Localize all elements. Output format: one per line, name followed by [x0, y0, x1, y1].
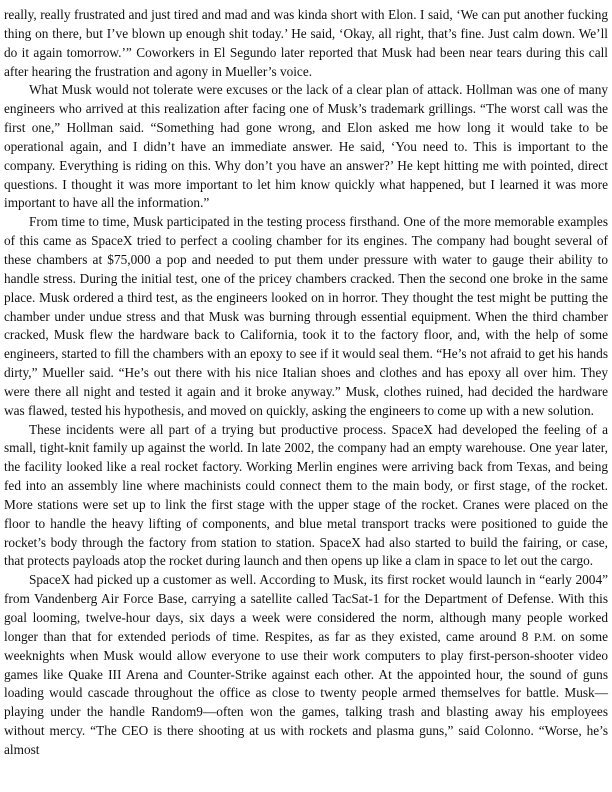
paragraph-3: [4, 213, 608, 420]
paragraph-text: What Musk would not tolerate were excuses or the lack of a clear plan of attack. Hollman was one of many engineers who arrived at this realization after facing one of Musk’s trademark grillings. “The worst call was the first one,” Hollman said. “Something had gone wrong, and Elon asked me how long it would take to be operational again, and I didn’t have an immediate answer. He said, ‘You need to. This is important to the company. Everything is riding on this. Why don’t you have an answer?’ He kept hitting me with pointed, direct questions. I thought it was more important to let him know quickly what happened, but I learned it was more important to have all the information.”: [4, 82, 608, 211]
paragraph-5: [4, 571, 608, 759]
paragraph-2: [4, 81, 608, 213]
time-abbreviation: P.M.: [533, 629, 556, 644]
paragraph-text: really, really frustrated and just tired and mad and was kinda short with Elon. I said, ‘We can put another fucking thing on there, but I’ve blown up enough shit today.’ He said, ‘Okay, all right, that’s fine. Just calm down. We’ll do it again tomorrow.’” Coworkers in El Segundo later reported that Musk had been near tears during this call after hearing the frustration and agony in Mueller’s voice.: [4, 7, 608, 79]
paragraph-4: [4, 421, 608, 572]
paragraph-text: From time to time, Musk participated in the testing process firsthand. One of the more memorable examples of this came as SpaceX tried to perfect a cooling chamber for its engines. The company had bought several of these chambers at $75,000 a pop and needed to put them under pressure with water to gauge their ability to handle stress. During the initial test, one of the pricey chambers cracked. Then the second one broke in the same place. Musk ordered a third test, as the engineers looked on in horror. They thought the test might be putting the chamber under undue stress and that Musk was burning through essential equipment. When the third chamber cracked, Musk flew the hardware back to California, took it to the factory floor, and, with the help of some engineers, started to fill the chambers with an epoxy to see if it would seal them. “He’s not afraid to get his hands dirty,” Mueller said. “He’s out there with his nice Italian shoes and clothes and has epoxy all over him. They were there all night and tested it again and it broke anyway.” Musk, clothes ruined, had decided the hardware was flawed, tested his hypothesis, and moved on quickly, asking the engineers to come up with a new solution.: [4, 214, 608, 418]
paragraph-1: [4, 6, 608, 81]
body-text: [4, 6, 608, 760]
paragraph-text: These incidents were all part of a trying but productive process. SpaceX had developed the feeling of a small, tight-knit family up against the world. In late 2002, the company had an empty warehouse. One year later, the facility looked like a real rocket factory. Working Merlin engines were arriving back from Texas, and being fed into an assembly line where machinists could connect them to the main body, or first stage, of the rocket. More stations were set up to link the first stage with the upper stage of the rocket. Cranes were placed on the floor to handle the heavy lifting of components, and blue metal transport tracks were positioned to guide the rocket’s body through the factory from station to station. SpaceX had also started to build the fairing, or case, that protects payloads atop the rocket during launch and then opens up like a clam in space to let out the cargo.: [4, 421, 608, 569]
paragraph-text: on some weeknights when Musk would allow everyone to use their work computers to play first-person-shooter video games like Quake III Arena and Counter-Strike against each other. At the appointed hour, the sound of guns loading would cascade throughout the office as close to twenty people armed themselves for battle. Musk—playing under the handle Random9—often won the games, talking trash and blasting away his employees without mercy. “The CEO is there shooting at us with rockets and plasma guns,” said Colonno. “Worse, he’s almost: [4, 628, 608, 757]
paragraph-text: SpaceX had picked up a customer as well. According to Musk, its first rocket would launch in “early 2004” from Vandenberg Air Force Base, carrying a satellite called TacSat-1 for the Department of Defense. With this goal looming, twelve-hour days, six days a week were considered the norm, although many people worked longer than that for extended periods of time. Respites, as far as they existed, came around 8: [4, 572, 608, 644]
